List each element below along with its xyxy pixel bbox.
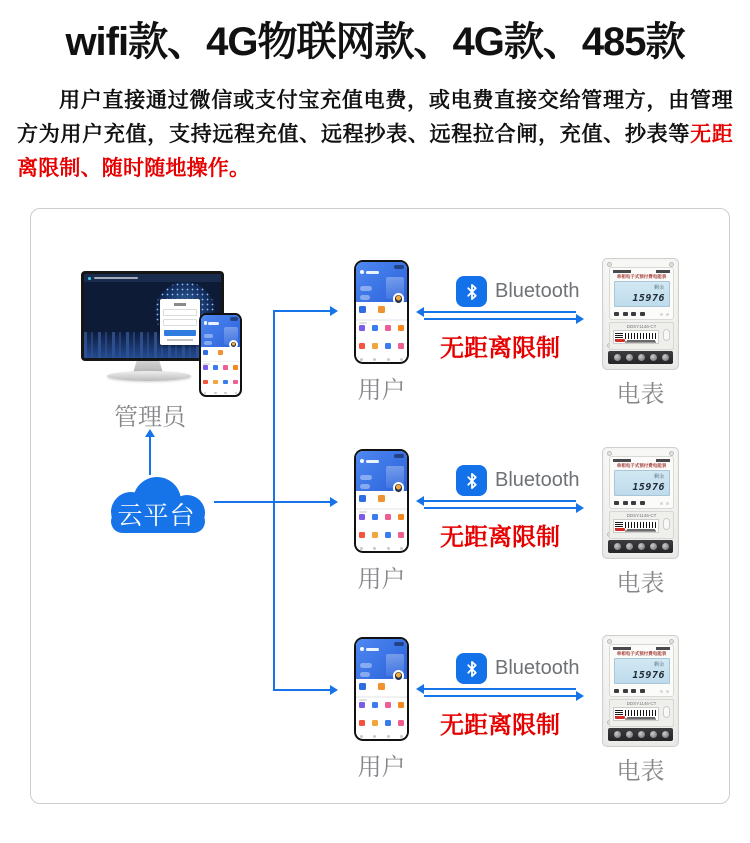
app-icon [218, 350, 223, 355]
electric-meter [602, 447, 679, 559]
energy-meter [602, 258, 679, 370]
tab-icon [387, 547, 390, 550]
app-icon [372, 720, 378, 726]
tab-icon [400, 358, 403, 361]
tab-icon [204, 392, 206, 394]
barcode-icon [625, 522, 656, 528]
phone-camera-cutout [230, 317, 238, 321]
tab-bar [360, 735, 403, 738]
app-icon-row [359, 702, 404, 708]
no-distance-label: 无距离限制 [440, 524, 560, 551]
meter-lcd [614, 658, 670, 684]
barcode-label [613, 330, 659, 344]
meter-spec-bars [613, 647, 670, 650]
app-icon-row [203, 350, 223, 355]
meter-nameplate [609, 699, 674, 727]
header-pill [204, 334, 214, 338]
terminal-block [608, 351, 673, 364]
app-icon-row [359, 514, 404, 520]
user-label: 用户 [357, 754, 406, 781]
smartphone [354, 449, 409, 553]
smartphone [354, 260, 409, 364]
tab-icon [360, 547, 363, 550]
login-input [163, 319, 197, 326]
tab-bar [360, 547, 403, 550]
login-footnote-bar [167, 339, 193, 341]
avatar [393, 482, 405, 494]
barcode-icon [625, 333, 656, 339]
tab-icon [360, 735, 363, 738]
admin-phone [199, 313, 242, 397]
user-phone [354, 260, 409, 364]
app-icon-row [359, 343, 404, 349]
header-pill [360, 286, 373, 291]
meter-display-module [609, 644, 674, 697]
username-bar [366, 648, 380, 651]
section-label-bar [359, 699, 367, 701]
label-text-bar [627, 529, 655, 531]
app-icon [203, 365, 208, 370]
arrow-left-icon [416, 307, 424, 317]
lcd-tag: 剩余 [653, 474, 664, 480]
user-phone [354, 449, 409, 553]
terminal-screw-icon [662, 731, 669, 738]
header-pill [360, 672, 371, 677]
app-icon-row [203, 365, 237, 370]
app-icon [378, 683, 385, 690]
logo-icon [88, 277, 91, 280]
meter-label: 电表 [616, 381, 665, 408]
meter-spec-bars [613, 459, 670, 462]
meter-buttons [614, 689, 645, 693]
energy-meter [602, 447, 679, 559]
user-label: 用户 [357, 566, 406, 593]
arrow-left-icon [416, 496, 424, 506]
meter-model-text: DDSY1146-CT [626, 513, 657, 518]
bluetooth-label: Bluetooth [495, 280, 580, 302]
tab-icon [373, 358, 376, 361]
app-icon-row [359, 720, 404, 726]
divider [201, 361, 240, 362]
terminal-screw-icon [662, 543, 669, 550]
meter-nameplate [609, 322, 674, 350]
terminal-screw-icon [650, 731, 657, 738]
intro-highlight-text: 无距离限制、随时随地操作。 [17, 123, 733, 180]
header-pill [360, 475, 373, 480]
app-icon [372, 325, 378, 331]
page-title: wifi款、4G物联网款、4G款、485款 [65, 20, 685, 64]
electric-meter [602, 258, 679, 370]
bluetooth-icon [456, 276, 487, 307]
meter-display-module [609, 456, 674, 509]
brand-mark [615, 339, 625, 342]
app-icon [233, 365, 238, 370]
lcd-tag: 剩余 [653, 662, 664, 668]
smartphone [199, 313, 242, 397]
avatar [229, 340, 238, 349]
meter-display-module [609, 267, 674, 320]
section-label-bar [359, 511, 367, 513]
app-icon [385, 325, 391, 331]
user-avatar-icon [204, 321, 208, 325]
tab-icon [360, 358, 363, 361]
lcd-value: 15976 [632, 482, 665, 493]
tab-icon [373, 547, 376, 550]
app-icon-row [359, 532, 404, 538]
app-icon [398, 532, 404, 538]
arrow-left-icon [416, 684, 424, 694]
label-text-bar [627, 340, 655, 342]
meter-leds [660, 690, 670, 694]
no-distance-label: 无距离限制 [440, 712, 560, 739]
tab-icon [387, 735, 390, 738]
no-distance-label: 无距离限制 [440, 335, 560, 362]
lcd-tag: 剩余 [653, 285, 664, 291]
seal-hole [663, 706, 670, 718]
meter-lcd [614, 470, 670, 496]
link-row-2 [31, 449, 729, 597]
meter-spec-bars [613, 270, 670, 273]
app-icon [359, 720, 365, 726]
app-icon [372, 702, 378, 708]
meter-label: 电表 [616, 758, 665, 785]
app-icon [203, 350, 208, 355]
arrow-line-right [424, 695, 576, 697]
app-icon [359, 343, 365, 349]
brand-mark [615, 528, 625, 531]
app-icon-row [359, 683, 385, 690]
app-icon [372, 532, 378, 538]
arrow-right-icon [576, 503, 584, 513]
terminal-screw-icon [638, 543, 645, 550]
tab-bar [204, 392, 237, 394]
arrow-line-left [424, 688, 576, 690]
app-icon [385, 514, 391, 520]
app-icon [378, 495, 385, 502]
tab-icon [373, 735, 376, 738]
app-icon [372, 514, 378, 520]
app-icon [385, 532, 391, 538]
energy-meter [602, 635, 679, 747]
cloud-label: 云平台 [117, 502, 196, 530]
header-pill [360, 663, 373, 668]
meter-title-text: 单相电子式预付费电能表 [616, 463, 667, 468]
app-icon [233, 380, 238, 385]
tab-icon [214, 392, 216, 394]
tab-icon [387, 358, 390, 361]
app-icon [359, 495, 366, 502]
meter-nameplate [609, 511, 674, 539]
app-icon [213, 365, 218, 370]
header-pill [360, 484, 371, 489]
terminal-screw-icon [638, 731, 645, 738]
login-button-graphic [164, 330, 196, 336]
app-icon [359, 325, 365, 331]
meter-buttons [614, 312, 645, 316]
app-icon-row [359, 306, 385, 313]
terminal-screw-icon [626, 354, 633, 361]
avatar [393, 293, 405, 305]
meter-title-text: 单相电子式预付费电能表 [616, 651, 667, 656]
arrow-up-icon [145, 429, 155, 437]
app-icon [385, 702, 391, 708]
meter-title-text: 单相电子式预付费电能表 [616, 274, 667, 279]
link-row-3 [31, 637, 729, 785]
app-icon [223, 365, 228, 370]
app-icon-row [359, 325, 404, 331]
app-icon [359, 702, 365, 708]
terminal-screw-icon [626, 543, 633, 550]
intro-text: 用户直接通过微信或支付宝充值电费，或电费直接交给管理方，由管理方为用户充值，支持远程充值、远程抄表、远程拉合闸，充值、抄表等 [17, 89, 733, 146]
terminal-screw-icon [626, 731, 633, 738]
smartphone [354, 637, 409, 741]
app-icon [385, 343, 391, 349]
divider [356, 508, 407, 510]
arrow-right-icon [576, 691, 584, 701]
brand-mark [615, 716, 625, 719]
divider [356, 319, 407, 321]
username-bar [366, 460, 380, 463]
admin-label: 管理员 [114, 404, 186, 431]
bluetooth-icon [456, 653, 487, 684]
header-pill [360, 295, 371, 300]
lcd-value: 15976 [632, 293, 665, 304]
login-card [160, 299, 200, 345]
intro-paragraph [17, 84, 733, 186]
user-label: 用户 [357, 377, 406, 404]
user-phone [354, 637, 409, 741]
app-icon [398, 325, 404, 331]
terminal-screw-icon [650, 354, 657, 361]
terminal-screw-icon [650, 543, 657, 550]
phone-screen [356, 262, 407, 362]
section-label-bar [359, 322, 367, 324]
seal-hole [663, 329, 670, 341]
app-icon [213, 380, 218, 385]
arrow-line-right [424, 318, 576, 320]
terminal-screw-icon [662, 354, 669, 361]
tab-icon [235, 392, 237, 394]
phone-screen [201, 315, 240, 395]
divider [356, 696, 407, 698]
terminal-screw-icon [614, 354, 621, 361]
meter-leds [660, 502, 670, 506]
arrow-line-left [424, 500, 576, 502]
username-bar [366, 271, 380, 274]
app-icon [398, 514, 404, 520]
bluetooth-icon [456, 465, 487, 496]
seal-hole [663, 518, 670, 530]
tab-bar [360, 358, 403, 361]
barcode-label [613, 707, 659, 721]
phone-camera-cutout [394, 454, 404, 459]
app-icon [398, 720, 404, 726]
avatar [393, 670, 405, 682]
diagram-panel [30, 208, 730, 804]
tab-icon [400, 735, 403, 738]
app-icon [378, 306, 385, 313]
app-icon [398, 343, 404, 349]
app-icon [223, 380, 228, 385]
app-icon [359, 306, 366, 313]
label-text-bar [627, 717, 655, 719]
bluetooth-label: Bluetooth [495, 469, 580, 491]
app-icon [203, 380, 208, 385]
barcode-label [613, 519, 659, 533]
app-icon [385, 720, 391, 726]
titlebar-text-bar [94, 277, 138, 280]
phone-screen [356, 639, 407, 739]
phone-camera-cutout [394, 265, 404, 270]
bluetooth-label: Bluetooth [495, 657, 580, 679]
section-label-bar [203, 363, 209, 365]
terminal-block [608, 540, 673, 553]
meter-model-text: DDSY1146-CT [626, 324, 657, 329]
arrow-line-left [424, 311, 576, 313]
tab-icon [224, 392, 226, 394]
meter-buttons [614, 501, 645, 505]
meter-lcd [614, 281, 670, 307]
lcd-value: 15976 [632, 670, 665, 681]
arrow-line-right [424, 507, 576, 509]
barcode-icon [625, 710, 656, 716]
login-input [163, 309, 197, 316]
terminal-screw-icon [614, 731, 621, 738]
monitor-titlebar [84, 274, 221, 282]
phone-camera-cutout [394, 642, 404, 647]
meter-label: 电表 [616, 570, 665, 597]
app-icon-row [359, 495, 385, 502]
username-bar [208, 322, 219, 325]
terminal-block [608, 728, 673, 741]
terminal-screw-icon [638, 354, 645, 361]
terminal-screw-icon [614, 543, 621, 550]
app-icon [372, 343, 378, 349]
app-icon-row [203, 380, 237, 385]
meter-leds [660, 313, 670, 317]
meter-model-text: DDSY1146-CT [626, 701, 657, 706]
phone-screen [356, 451, 407, 551]
app-icon [359, 532, 365, 538]
login-title-bar [174, 303, 186, 306]
app-icon [359, 683, 366, 690]
header-pill [204, 341, 212, 345]
electric-meter [602, 635, 679, 747]
tab-icon [400, 547, 403, 550]
app-icon [398, 702, 404, 708]
arrow-right-icon [576, 314, 584, 324]
app-icon [359, 514, 365, 520]
